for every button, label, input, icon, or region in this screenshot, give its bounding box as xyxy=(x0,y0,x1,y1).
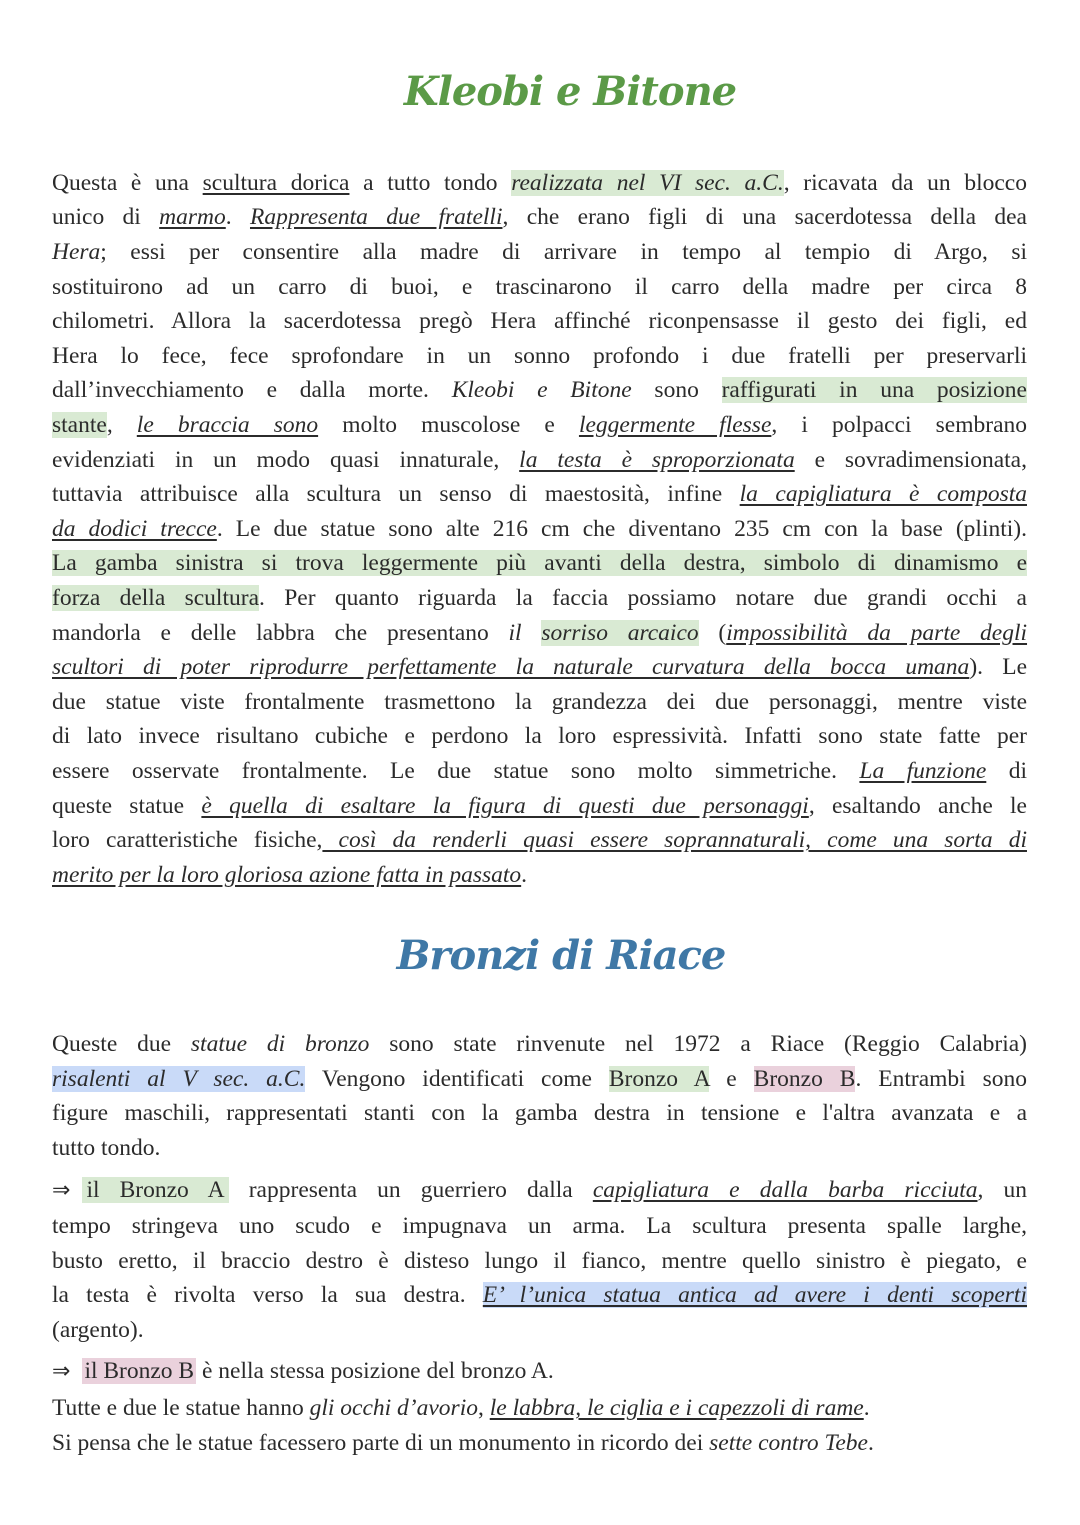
text-line: la testa è rivolta verso la sua destra. E’ l’unica statua antica ad avere i denti scoperti xyxy=(52,1282,1027,1308)
text-line: risalenti al V sec. a.C. Vengono identificati come Bronzo A e Bronzo B. Entrambi sono xyxy=(52,1066,1028,1092)
text-line: stante, le braccia sono molto muscolose e leggermente flesse, i polpacci sembrano xyxy=(52,412,1028,438)
text-line: tutto tondo. xyxy=(52,1135,161,1161)
text-line: chilometri. Allora la sacerdotessa pregò Hera affinché riconpensasse il gesto dei figli, ed xyxy=(52,308,1027,334)
arrow-icon: ⇒ xyxy=(52,1178,71,1203)
text-line: evidenziati in un modo quasi innaturale, la testa è sproporzionata e sovradimensionata, xyxy=(52,447,1027,473)
text-line: La gamba sinistra si trova leggermente più avanti della destra, simbolo di dinamismo e xyxy=(52,550,1027,576)
text-line: sostituirono ad un carro di buoi, e trascinarono il carro della madre per circa 8 xyxy=(52,274,1027,300)
section-title-kleobi: Kleobi e Bitone xyxy=(403,68,737,115)
text-line: due statue viste frontalmente trasmettono la grandezza dei due personaggi, mentre viste xyxy=(52,689,1027,715)
text-line: unico di marmo. Rappresenta due fratelli, che erano figli di una sacerdotessa della dea xyxy=(52,204,1027,230)
text-line: ⇒ il Bronzo B è nella stessa posizione del bronzo A. xyxy=(52,1358,554,1384)
text-line: merito per la loro gloriosa azione fatta in passato. xyxy=(52,862,528,888)
section-title-bronzi: Bronzi di Riace xyxy=(396,932,726,979)
text-line: forza della scultura. Per quanto riguarda la faccia possiamo notare due grandi occhi a xyxy=(52,585,1027,611)
text-line: busto eretto, il braccio destro è disteso lungo il fianco, mentre quello sinistro è piegato, e xyxy=(52,1248,1027,1274)
arrow-icon: ⇒ xyxy=(52,1359,71,1384)
text-line: di lato invece risultano cubiche e perdono la loro espressività. Infatti sono state fatte per xyxy=(52,723,1027,749)
text-line: mandorla e delle labbra che presentano il sorriso arcaico (impossibilità da parte degli xyxy=(52,620,1028,646)
text-line: Questa è una scultura dorica a tutto tondo realizzata nel VI sec. a.C., ricavata da un blocco xyxy=(52,170,1027,196)
text-line: Tutte e due le statue hanno gli occhi d’avorio, le labbra, le ciglia e i capezzoli di rame. xyxy=(52,1395,870,1421)
text-line: Hera lo fece, fece sprofondare in un sonno profondo i due fratelli per preservarli xyxy=(52,343,1027,369)
text-line: dall’invecchiamento e dalla morte. Kleobi e Bitone sono raffigurati in una posizione xyxy=(52,377,1027,403)
text-line: Si pensa che le statue facessero parte di un monumento in ricordo dei sette contro Tebe. xyxy=(52,1430,874,1456)
text-line: tempo stringeva uno scudo e impugnava un arma. La scultura presenta spalle larghe, xyxy=(52,1213,1027,1239)
text-line: da dodici trecce. Le due statue sono alte 216 cm che diventano 235 cm con la base (plinti). xyxy=(52,516,1027,542)
text-line: scultori di poter riprodurre perfettamente la naturale curvatura della bocca umana). Le xyxy=(52,654,1027,680)
text-line: (argento). xyxy=(52,1317,144,1343)
text-line: essere osservate frontalmente. Le due statue sono molto simmetriche. La funzione di xyxy=(52,758,1028,784)
text-line: ⇒ il Bronzo A rappresenta un guerriero dalla capigliatura e dalla barba ricciuta, un xyxy=(52,1177,1027,1203)
text-line: loro caratteristiche fisiche, così da renderli quasi essere soprannaturali, come una sorta di xyxy=(52,827,1027,853)
text-line: Hera; essi per consentire alla madre di arrivare in tempo al tempio di Argo, si xyxy=(52,239,1027,265)
text-line: Queste due statue di bronzo sono state rinvenute nel 1972 a Riace (Reggio Calabria) xyxy=(52,1031,1027,1057)
text-line: queste statue è quella di esaltare la figura di questi due personaggi, esaltando anche le xyxy=(52,793,1027,819)
text-line: tuttavia attribuisce alla scultura un senso di maestosità, infine la capigliatura è composta xyxy=(52,481,1027,507)
text-line: figure maschili, rappresentati stanti con la gamba destra in tensione e l'altra avanzata e a xyxy=(52,1100,1027,1126)
